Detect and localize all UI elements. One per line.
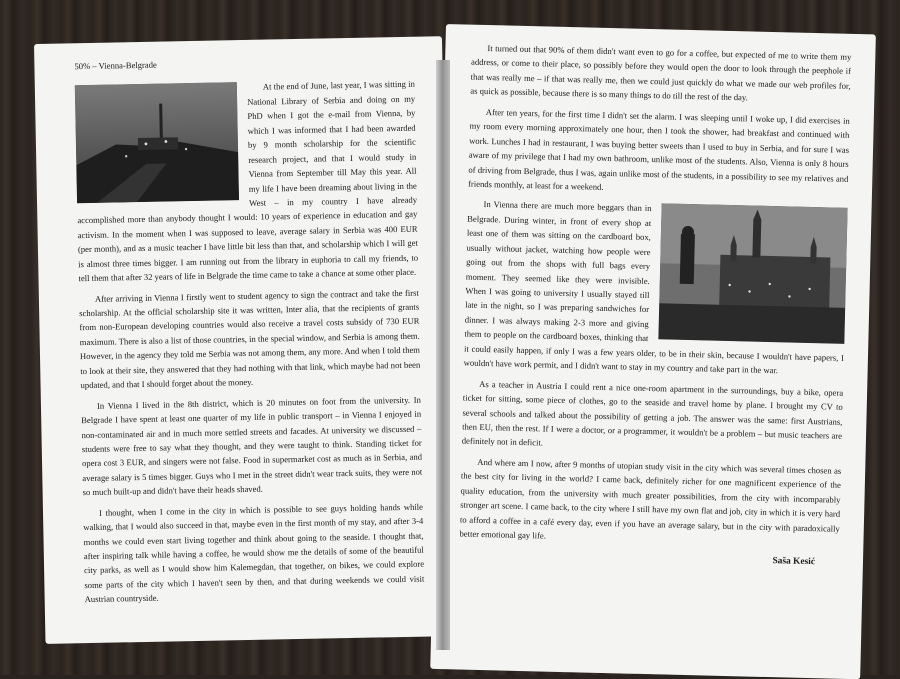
paragraph: And where am I now, after 9 months of utopian study visit in the city which was several times chosen as the best city for living in the world? I came back, definitely richer for one magnificent experience of the quality education, from the university with much greater possibilities, from the city with incomparably stronger art scene. I came back, to the city where I still have my own flat and job, city in which it is very hard to afford a coffee in a café every day, even if you have an average salary, but in the city with paradoxically better emotional gay life. (459, 456, 842, 541)
right-page-content (459, 41, 852, 572)
city-hall-photo (658, 204, 847, 345)
right-page (430, 24, 876, 679)
paragraph: I thought, when I come in the city in which is possible to see guys holding hands while walking, that I would also succeed in that, maybe even in the first month of my stay, and after 3-4 months we could even start living together and think about going to the seaside. I thought that, after inspiring talk while having a coffee, he would show me the details of some of the beautiful city parks, as well as I would show him Kalemegdan, that together, on bikes, we could explore some parts of the city which I haven't seen by then, and that during weekends we could visit Austrian countryside. (83, 501, 425, 605)
paragraph: In Vienna there are much more beggars than in Belgrade. During winter, in front of every shop at least one of them was sitting on the cardboard box, usually without jacket, watching how people were going out from the shops with full bags every moment. They seemed like they were invisible. When I was going to university I usually stayed till late in the night, so I was preparing sandwiches for dinner. I was always making 2-3 more and giving them to people on the cardboard boxes, thinking that it could easily happen, if only I was a few years older, to be in their skin, because I wouldn't have papers, I wouldn't have work permit, and I didn't want to stay in my country and take part in the war. (464, 197, 848, 379)
left-page (34, 36, 453, 644)
paragraph: After arriving in Vienna I firstly went to student agency to sign the contract and take the first scholarship. At the official scholarship site it was written, Inter alia, that the recipients of grants from non-European developing countries would also receive a travel costs subsidy of 730 EUR maximum. There is also a list of those countries, in the special window, and Serbia is among them. However, in the agency they told me Serbia was not among them, any more. And when I told them to look at their site, they answered that they had nothing with that link, which maybe had not been updated, and that I should forget about the money. (79, 287, 421, 391)
paragraph: At the end of June, last year, I was sitting in National Library of Serbia and doing on my PhD when I got the e-mail from Vienna, by which I was informed that I had been awarded by 9 month scholarship for the scientific research project, and that I would study in Vienna from September till May this year. All my life I have been dreaming about living in the West – in my country I have already accomplished more than anybody thought I would: 10 years of experience in education and gay activism. In the moment when I was supposed to leave, average salary in Serbia was 400 EUR (per month), and as a music teacher I have little bit less than that, and scholarship which I will get is almost three times bigger. I am running out from the library in euphoria to call my friends, to tell them that after 32 years of life in Belgrade the time came to take a chance at some other place. (75, 77, 419, 286)
author-signature: Saša Kesić (772, 556, 816, 568)
page-header: 50% – Vienna-Belgrade (74, 59, 157, 72)
paragraph: In Vienna I lived in the 8th district, which is 20 minutes on foot from the university. In Belgrade I have spent at least one quarter of my life in public transport – in Vienna I enjoyed in non-contaminated air and in much more settled streets and facades. At university we discussed – students were free to say what they thought, and they were taught to think. Standing ticket for opera cost 3 EUR, and singers were not false. Food in supermarket cost as much as in Serbia, and average salary is 5 times bigger. Guys who I met in the street didn't wear track suits, they were not so much built-up and didn't have their heads shaved. (81, 394, 423, 498)
paragraph: After ten years, for the first time I didn't set the alarm. I was sleeping until I woke up, I did exercises in my room every morning approximately one hour, then I took the shower, had breakfast and continued with work. Lunches I had in restaurant, I was buying better sweets than I used to buy in Serbia, and for sure I was aware of my privilege that I had my own bathroom, unlike most of the students. Also, Vienna is only 8 hours of driving from Belgrade, thus I was, again unlike most of the students, in a possibility to see my relatives and friends monthly, at least for a weekend. (467, 106, 850, 192)
book-spine-gutter (436, 60, 450, 650)
paragraph: It turned out that 90% of them didn't want even to go for a coffee, but expected of me to write them my address, or come to their place, so possibly before they would open the door to look through the peephole if that was really me – if that was really me, then we could just quickly do what we made our web profiles for, as quick as possible, because there is so many things to do till the rest of the day. (470, 43, 852, 103)
city-night-photo (75, 83, 239, 204)
paragraph: As a teacher in Austria I could rent a nice one-room apartment in the surroundings, buy a bike, opera ticket for sitting, some piece of clothes, go to the seaside and travel home by plane. I brought my CV to several schools and talked about the possibility of getting a job. The answer was the same: first Austrians, then EU, then the rest. If I were a doctor, or a programmer, it wouldn't be a problem – but music teachers are definitely not in deficit. (461, 378, 844, 448)
left-page-content (74, 53, 425, 613)
